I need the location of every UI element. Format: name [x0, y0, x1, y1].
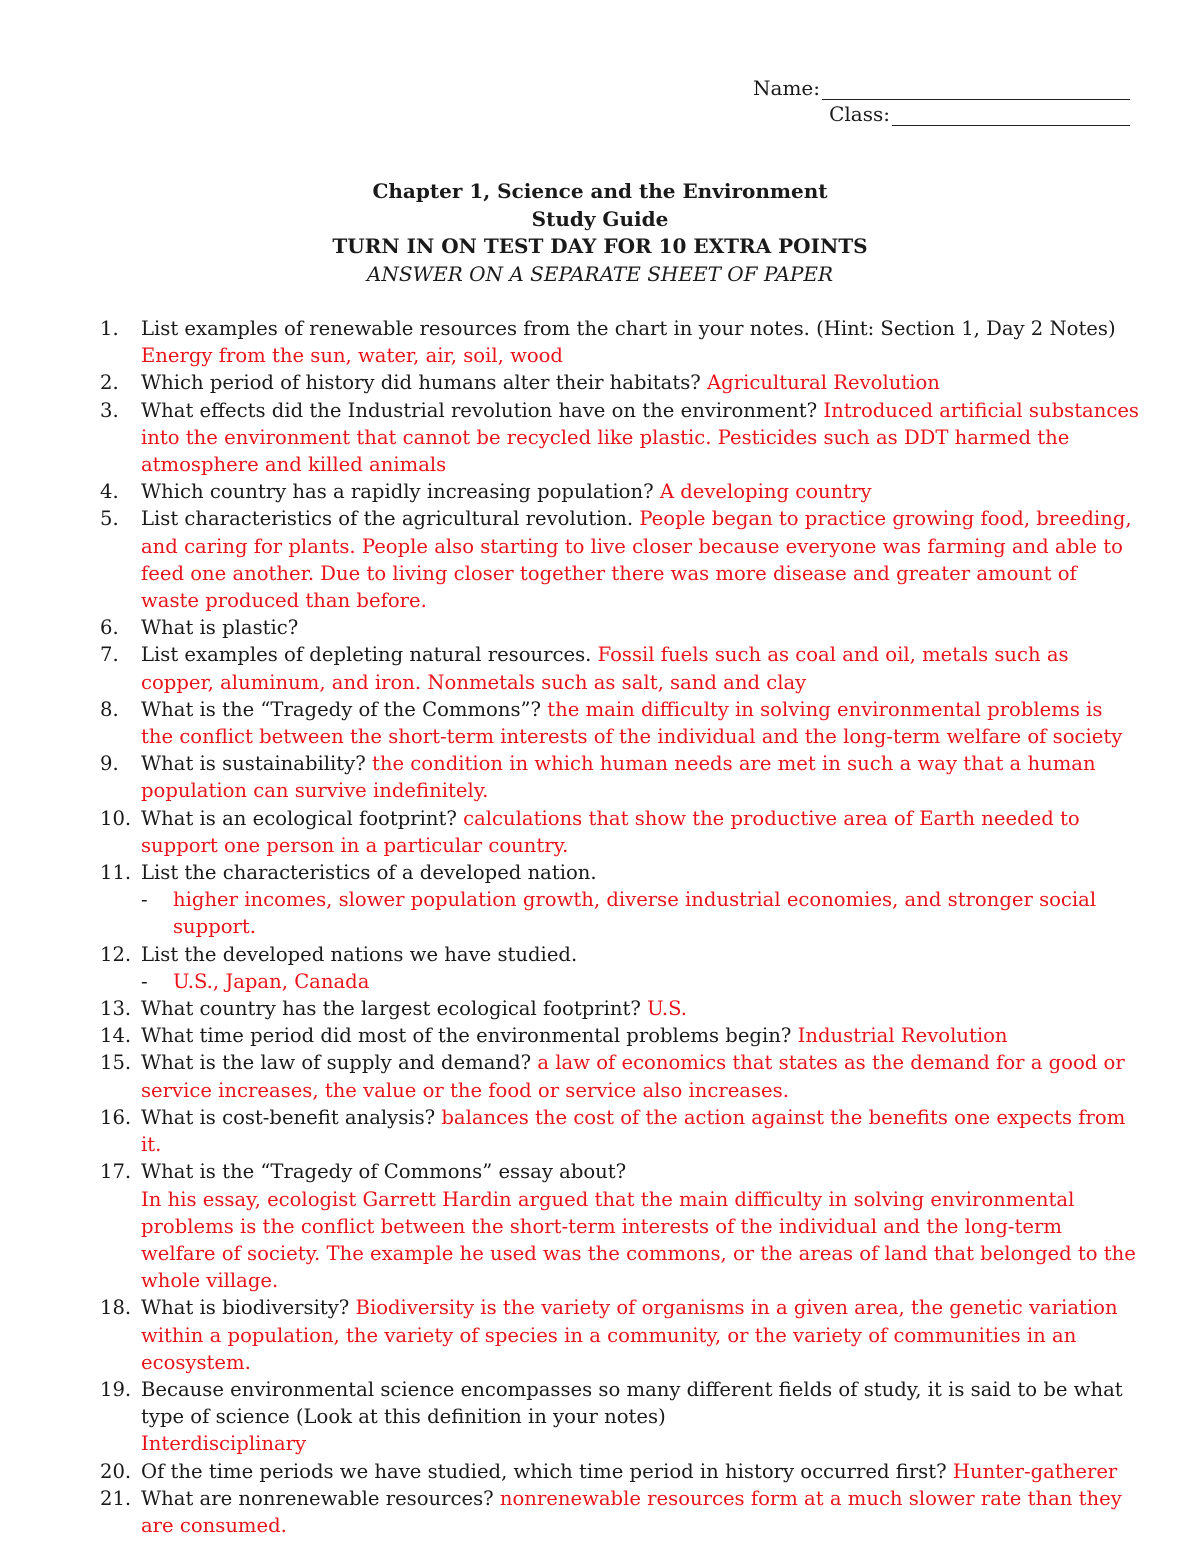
- question-item: [100, 315, 1140, 369]
- question-body: [141, 696, 1140, 750]
- question-item: [100, 1104, 1140, 1158]
- student-info-fields: [710, 74, 1130, 126]
- answer-text: Introduced artificial substances into the environment that cannot be recycled like plastic. Pesticides such as DDT harmed the atmosphere and killed animals: [141, 398, 1139, 477]
- question-text: What is the law of supply and demand?: [141, 1051, 532, 1075]
- question-item: [100, 1022, 1140, 1049]
- answer-text: calculations that show the productive area of Earth needed to support one person in a particular country.: [141, 806, 1080, 857]
- question-body: [141, 941, 1140, 995]
- question-body: [141, 1294, 1140, 1376]
- question-item: [100, 1458, 1140, 1485]
- study-guide-title: Study Guide: [531, 206, 669, 231]
- question-text: What effects did the Industrial revolution have on the environment?: [141, 398, 818, 422]
- question-number: 9.: [100, 752, 119, 776]
- question-number: 1.: [100, 317, 119, 340]
- answer-instruction: ANSWER ON A SEPARATE SHEET OF PAPER: [366, 261, 834, 286]
- question-number: 8.: [100, 697, 119, 721]
- question-number: 21.: [100, 1486, 132, 1510]
- question-text: What is an ecological footprint?: [141, 806, 457, 830]
- answer-text: People began to practice growing food, breeding, and caring for plants. People also starting to live closer because everyone was farming and able to feed one another. Due to living closer together there was more disease and greater amount of waste produced than before.: [141, 507, 1132, 613]
- dash-bullet-icon: -: [141, 969, 148, 993]
- question-item: [100, 614, 1140, 641]
- answer-text: higher incomes, slower population growth, diverse industrial economies, and stronger social support.: [173, 888, 1097, 939]
- question-body: [141, 1458, 1140, 1485]
- question-text: List examples of depleting natural resources.: [141, 643, 592, 667]
- question-body: [141, 641, 1140, 695]
- question-text: What is sustainability?: [141, 752, 366, 776]
- question-body: [141, 478, 1140, 505]
- question-item: [100, 1294, 1140, 1376]
- question-number: 13.: [100, 997, 132, 1021]
- question-body: [141, 369, 1140, 396]
- question-text: What time period did most of the environmental problems begin?: [141, 1024, 792, 1048]
- question-item: [100, 478, 1140, 505]
- extra-points-notice: TURN IN ON TEST DAY FOR 10 EXTRA POINTS: [332, 234, 868, 258]
- question-body: [141, 397, 1140, 479]
- answer-text: Interdisciplinary: [141, 1432, 307, 1456]
- answer-text: Biodiversity is the variety of organisms in a given area, the genetic variation within a population, the variety of species in a community, or the variety of communities in an ecosystem.: [141, 1296, 1118, 1374]
- question-number: 12.: [100, 942, 132, 966]
- question-text: What is the “Tragedy of Commons” essay about?: [141, 1160, 627, 1184]
- answer-text: Hunter-gatherer: [952, 1459, 1118, 1483]
- answer-text: a law of economics that states as the demand for a good or service increases, the value or the food or service also increases.: [141, 1051, 1125, 1102]
- question-text: What is the “Tragedy of the Commons”?: [141, 697, 542, 721]
- question-number: 19.: [100, 1377, 132, 1401]
- question-body: [141, 1104, 1140, 1158]
- class-label: Class:: [829, 102, 890, 126]
- question-item: [100, 1049, 1140, 1103]
- name-label: Name:: [753, 76, 820, 100]
- question-item: [100, 1376, 1140, 1458]
- question-body: [141, 750, 1140, 804]
- question-number: 4.: [100, 480, 119, 504]
- question-number: 11.: [100, 861, 132, 885]
- class-blank-line[interactable]: [892, 107, 1130, 126]
- question-body: [141, 1158, 1140, 1294]
- question-text: List the characteristics of a developed nation.: [141, 861, 597, 885]
- question-text: Of the time periods we have studied, which time period in history occurred first?: [141, 1459, 947, 1483]
- question-number: 17.: [100, 1160, 132, 1184]
- question-number: 2.: [100, 371, 119, 395]
- question-text: What country has the largest ecological footprint?: [141, 997, 641, 1021]
- question-number: 15.: [100, 1051, 132, 1075]
- question-body: [141, 859, 1140, 941]
- answer-text: the main difficulty in solving environmental problems is the conflict between the short-term interests of the individual and the long-term welfare of society: [141, 697, 1123, 749]
- question-number: 16.: [100, 1105, 132, 1129]
- question-body: [141, 1376, 1140, 1458]
- question-body: [141, 1022, 1140, 1049]
- question-number: 10.: [100, 806, 132, 830]
- question-item: [100, 369, 1140, 396]
- chapter-title: Chapter 1, Science and the Environment: [372, 179, 828, 203]
- question-text: Which country has a rapidly increasing population?: [141, 480, 654, 504]
- question-item: [100, 941, 1140, 995]
- question-body: [141, 315, 1140, 369]
- question-text: What is biodiversity?: [141, 1296, 350, 1320]
- question-item: [100, 505, 1140, 614]
- question-number: 18.: [100, 1296, 132, 1320]
- answer-text: Fossil fuels such as coal and oil, metals such as copper, aluminum, and iron. Nonmetals such as salt, sand and clay: [141, 643, 1069, 694]
- question-text: What is plastic?: [141, 616, 299, 640]
- document-heading: [0, 178, 1200, 288]
- answer-text: U.S., Japan, Canada: [173, 969, 370, 993]
- question-text: List the developed nations we have studied.: [141, 942, 578, 966]
- question-text: List characteristics of the agricultural revolution.: [141, 507, 634, 531]
- question-item: [100, 696, 1140, 750]
- answer-text: Energy from the sun, water, air, soil, wood: [141, 344, 563, 368]
- answer-text: A developing country: [659, 480, 872, 504]
- question-item: [100, 641, 1140, 695]
- question-item: [100, 995, 1140, 1022]
- name-field-row: [710, 74, 1130, 100]
- question-list: [100, 315, 1140, 1539]
- question-body: [141, 614, 1140, 641]
- answer-text: Industrial Revolution: [797, 1024, 1008, 1048]
- question-body: [141, 1485, 1140, 1539]
- question-number: 14.: [100, 1024, 132, 1048]
- question-text: List examples of renewable resources from the chart in your notes. (Hint: Section 1, Day 2 Notes): [141, 317, 1116, 340]
- question-body: [141, 805, 1140, 859]
- question-item: [100, 805, 1140, 859]
- question-number: 7.: [100, 643, 119, 667]
- answer-bullet: [141, 968, 1140, 995]
- answer-bullet: [141, 886, 1140, 940]
- name-blank-line[interactable]: [822, 81, 1130, 100]
- question-text: What are nonrenewable resources?: [141, 1486, 494, 1510]
- question-text: What is cost-benefit analysis?: [141, 1105, 442, 1129]
- question-number: 5.: [100, 507, 119, 531]
- question-item: [100, 1158, 1140, 1294]
- question-item: [100, 1485, 1140, 1539]
- question-number: 6.: [100, 616, 119, 640]
- answer-text: In his essay, ecologist Garrett Hardin argued that the main difficulty in solving environmental problems is the conflict between the short-term interests of the individual and the long-term welfare of society. The example he used was the commons, or the areas of land that belonged to the whole village.: [141, 1187, 1136, 1293]
- question-number: 3.: [100, 398, 119, 422]
- question-item: [100, 750, 1140, 804]
- question-text: Which period of history did humans alter their habitats?: [141, 371, 701, 395]
- answer-text: U.S.: [647, 997, 688, 1021]
- question-item: [100, 859, 1140, 941]
- answer-text: nonrenewable resources form at a much slower rate than they are consumed.: [141, 1486, 1122, 1537]
- question-item: [100, 397, 1140, 479]
- question-body: [141, 995, 1140, 1022]
- question-number: 20.: [100, 1459, 132, 1483]
- answer-text: Agricultural Revolution: [707, 371, 940, 395]
- question-text: Because environmental science encompasses so many different fields of study, it is said to be what type of science (Look at this definition in your notes): [141, 1377, 1123, 1429]
- class-field-row: [710, 100, 1130, 126]
- answer-text: the condition in which human needs are met in such a way that a human population can survive indefinitely.: [141, 752, 1096, 803]
- question-body: [141, 1049, 1140, 1103]
- dash-bullet-icon: -: [141, 888, 148, 912]
- answer-text: balances the cost of the action against the benefits one expects from it.: [141, 1105, 1126, 1157]
- question-body: [141, 505, 1140, 614]
